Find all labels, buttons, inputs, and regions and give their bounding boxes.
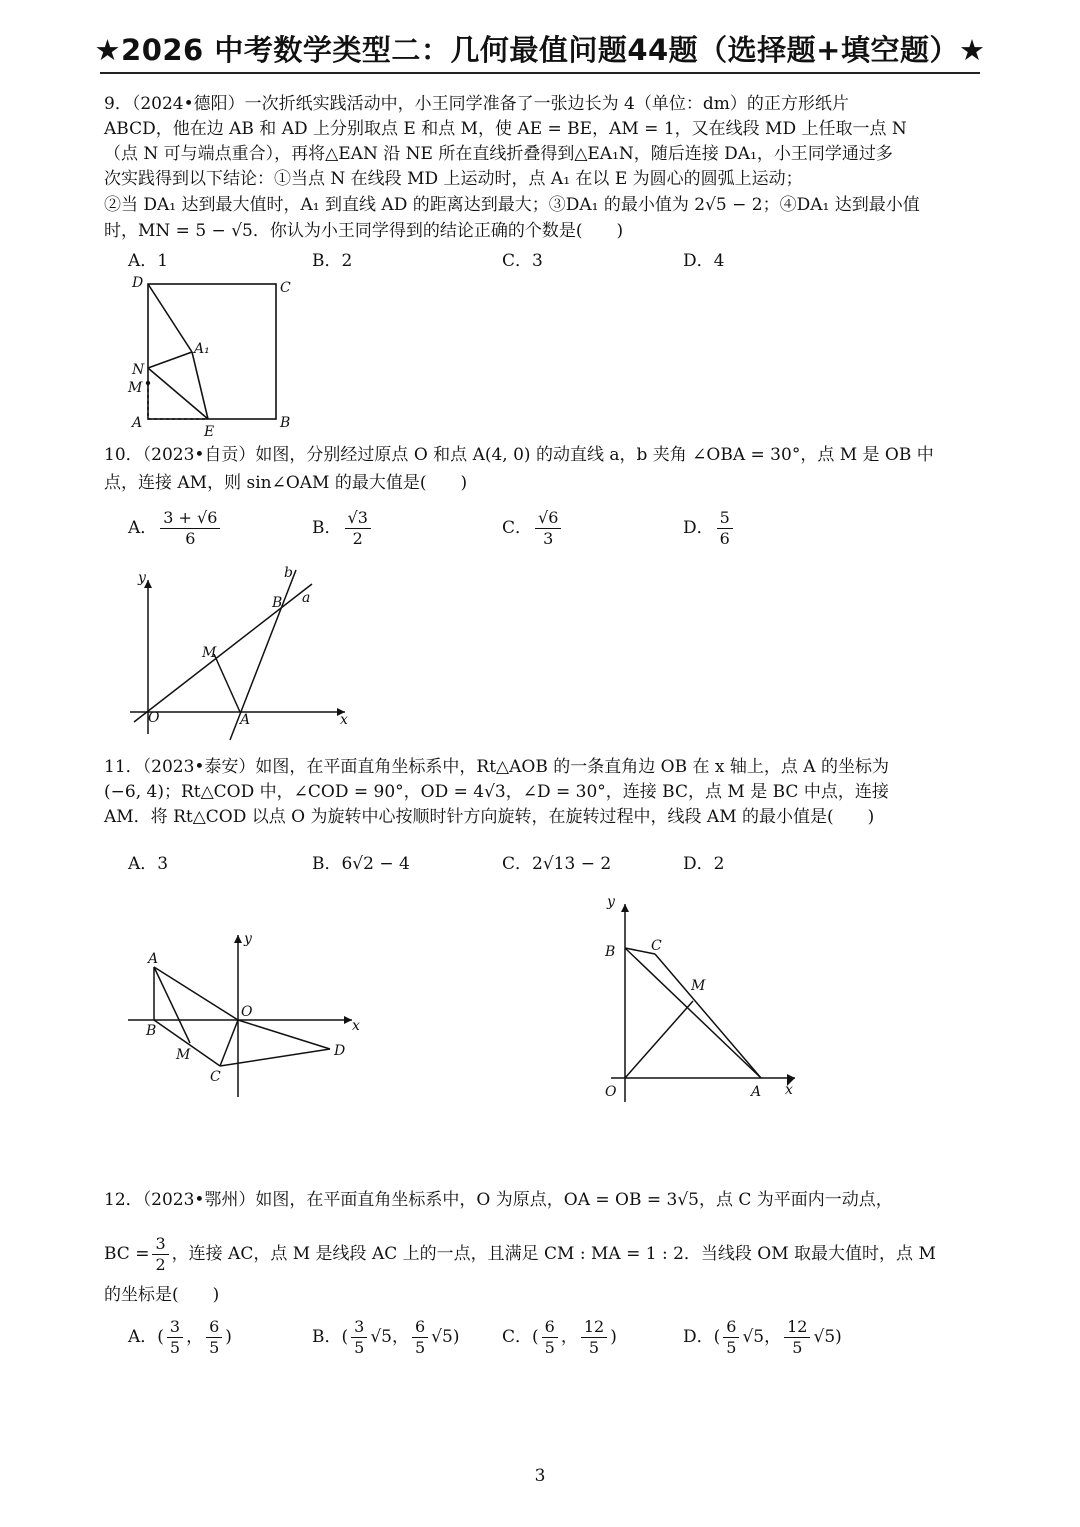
q12-d-d2: 5 <box>792 1338 803 1357</box>
q10-label-x: x <box>340 712 348 728</box>
q11f2-label-a: A <box>751 1084 762 1100</box>
q12-option-a[interactable] <box>128 1317 232 1358</box>
q12-option-d[interactable] <box>683 1317 842 1358</box>
q12-b-open: ( <box>341 1327 349 1347</box>
q12-b-s2: √5 <box>431 1327 453 1347</box>
q10-option-c-num: √6 <box>535 508 561 529</box>
q11f2-label-c: C <box>651 938 662 954</box>
header-divider <box>100 72 980 74</box>
q11f2-label-y: y <box>607 894 615 910</box>
q10-label-o: O <box>148 710 160 726</box>
q12-a-n2: 6 <box>206 1317 222 1338</box>
q11-option-d[interactable]: D．2 <box>683 854 725 874</box>
q12-b-frac1 <box>351 1317 367 1358</box>
q10-option-d[interactable] <box>683 508 736 549</box>
q12-c-close: ) <box>610 1327 617 1347</box>
q11f1-label-c: C <box>210 1069 221 1085</box>
q9-line-3: （点 N 可与端点重合），再将△EAN 沿 NE 所在直线折叠得到△EA₁N，随后连接 DA₁，小王同学通过多 <box>104 144 893 164</box>
q12-d-sep: ， <box>764 1327 782 1347</box>
q11f1-label-d: D <box>334 1043 346 1059</box>
q11f2-label-b: B <box>605 944 616 960</box>
q12-bc-num: 3 <box>152 1234 168 1255</box>
q10-option-c-fraction <box>535 508 561 549</box>
q11f2-label-o: O <box>605 1084 617 1100</box>
q10-label-b-line: b <box>284 565 293 581</box>
q12-bc-fraction <box>152 1234 168 1275</box>
q11-line-1: 11．（2023•泰安）如图，在平面直角坐标系中，Rt△AOB 的一条直角边 OB 在 x 轴上，点 A 的坐标为 <box>104 757 889 777</box>
q12-d-d1: 5 <box>726 1338 737 1357</box>
q12-d-close: ) <box>835 1327 842 1347</box>
q10-line-2: 点，连接 AM，则 sin∠OAM 的最大值是( ) <box>104 473 468 493</box>
q12-c-n2: 12 <box>581 1317 607 1338</box>
q12-b-n2: 6 <box>412 1317 428 1338</box>
q11f1-label-x: x <box>352 1018 360 1034</box>
q12-d-label: D． <box>683 1327 714 1347</box>
q12-c-open: ( <box>532 1327 539 1347</box>
q11-figure-2 <box>595 890 815 1110</box>
q11f1-label-b: B <box>146 1023 157 1039</box>
q11-figure-1 <box>120 925 370 1105</box>
q10-option-c[interactable] <box>502 508 564 549</box>
q12-line-2 <box>104 1232 936 1276</box>
q9-label-m: M <box>128 380 143 396</box>
q11f1-label-a: A <box>148 951 159 967</box>
q10-option-b[interactable] <box>312 508 374 549</box>
q12-a-label: A． <box>128 1327 158 1347</box>
q12-a-frac2 <box>206 1317 222 1358</box>
q10-label-a-line: a <box>302 590 311 606</box>
q9-label-a: A <box>132 415 143 431</box>
q10-option-b-num: √3 <box>345 508 371 529</box>
page-number: 3 <box>534 1466 546 1486</box>
q9-label-c: C <box>280 280 291 296</box>
q11-option-c[interactable]: C．2√13 − 2 <box>502 854 612 874</box>
q9-label-b: B <box>280 415 291 431</box>
q11-line-2: (−6, 4)；Rt△COD 中，∠COD = 90°，OD = 4√3，∠D = 30°，连接 BC，点 M 是 BC 中点，连接 <box>104 782 889 802</box>
q9-option-b[interactable]: B．2 <box>312 251 353 271</box>
q10-label-b: B <box>272 595 283 611</box>
q10-label-y: y <box>138 570 146 586</box>
q12-bc-prefix: BC = <box>104 1244 150 1264</box>
q12-line-2-rest: ，连接 AC，点 M 是线段 AC 上的一点，且满足 CM : MA = 1 : 2．当线段 OM 取最大值时，点 M <box>171 1244 936 1264</box>
q12-c-frac2 <box>581 1317 607 1358</box>
q11-option-b[interactable]: B．6√2 − 4 <box>312 854 410 874</box>
q9-line-6: 时，MN = 5 − √5．你认为小王同学得到的结论正确的个数是( ) <box>104 221 624 241</box>
q10-line-1: 10．（2023•自贡）如图，分别经过原点 O 和点 A(4, 0) 的动直线 a，b 夹角 ∠OBA = 30°，点 M 是 OB 中 <box>104 445 934 465</box>
q9-figure <box>120 270 310 440</box>
q12-c-n1: 6 <box>542 1317 558 1338</box>
q12-d-open: ( <box>713 1327 721 1347</box>
q12-d-frac2 <box>784 1317 810 1358</box>
q12-a-n1: 3 <box>167 1317 183 1338</box>
q10-option-d-num: 5 <box>717 508 733 529</box>
q12-d-n2: 12 <box>784 1317 810 1338</box>
q12-d-s2: √5 <box>813 1327 836 1347</box>
q10-option-a-label: A． <box>128 518 158 538</box>
q9-option-c[interactable]: C．3 <box>502 251 543 271</box>
q11f2-label-x: x <box>785 1082 793 1098</box>
q11f1-label-y: y <box>244 931 252 947</box>
q10-option-a-fraction <box>160 508 220 549</box>
q12-a-d2: 5 <box>209 1338 220 1357</box>
q12-bc-den: 2 <box>155 1255 166 1274</box>
q12-b-close: ) <box>452 1327 460 1347</box>
q12-b-label: B． <box>312 1327 342 1347</box>
q12-a-close: ) <box>225 1327 232 1347</box>
q10-option-b-label: B． <box>312 518 342 538</box>
q12-d-n1: 6 <box>723 1317 739 1338</box>
q11f2-label-m: M <box>691 978 706 994</box>
q11-line-3: AM．将 Rt△COD 以点 O 为旋转中心按顺时针方向旋转，在旋转过程中，线段 AM 的最小值是( ) <box>104 807 875 827</box>
page-header-title: ★2026 中考数学类型二：几何最值问题44题（选择题+填空题）★ <box>94 33 986 67</box>
q12-c-d1: 5 <box>544 1338 555 1357</box>
q12-a-sep: ， <box>186 1327 204 1347</box>
q10-label-a: A <box>240 712 251 728</box>
q10-option-d-den: 6 <box>719 529 730 548</box>
q10-option-c-den: 3 <box>543 529 554 548</box>
q9-line-2: ABCD，他在边 AB 和 AD 上分别取点 E 和点 M，使 AE = BE，AM = 1，又在线段 MD 上任取一点 N <box>104 119 907 139</box>
q12-c-label: C． <box>502 1327 533 1347</box>
q9-line-1: 9．（2024•德阳）一次折纸实践活动中，小王同学准备了一张边长为 4（单位：dm）的正方形纸片 <box>104 94 849 114</box>
q9-option-d[interactable]: D．4 <box>683 251 725 271</box>
q9-label-e: E <box>204 424 215 440</box>
q9-label-d: D <box>132 275 144 291</box>
q9-line-5: ②当 DA₁ 达到最大值时，A₁ 到直线 AD 的距离达到最大；③DA₁ 的最小值为 2√5 − 2；④DA₁ 达到最小值 <box>104 195 920 215</box>
q12-a-d1: 5 <box>169 1338 181 1357</box>
q10-option-d-fraction <box>717 508 733 549</box>
q10-label-m: M <box>202 645 217 661</box>
q12-b-sep: ， <box>391 1327 409 1347</box>
q9-label-a1: A₁ <box>194 341 210 357</box>
q11f1-label-o: O <box>241 1004 253 1020</box>
q12-a-open: ( <box>157 1327 164 1347</box>
q12-b-d2: 5 <box>414 1338 426 1357</box>
q10-option-d-label: D． <box>683 518 714 538</box>
q12-c-frac1 <box>542 1317 558 1358</box>
q12-option-b[interactable] <box>312 1317 459 1358</box>
q10-option-a-num: 3 + √6 <box>160 508 220 529</box>
q12-line-3: 的坐标是( ) <box>104 1285 220 1305</box>
q12-b-s1: √5 <box>370 1327 392 1347</box>
q12-c-sep: ， <box>560 1327 578 1347</box>
q12-a-frac1 <box>167 1317 183 1358</box>
q10-option-c-label: C． <box>502 518 533 538</box>
q10-option-a[interactable] <box>128 508 223 549</box>
q12-b-frac2 <box>412 1317 428 1358</box>
q10-figure <box>120 562 360 742</box>
q12-d-frac1 <box>723 1317 739 1358</box>
q12-b-n1: 3 <box>351 1317 367 1338</box>
q12-c-d2: 5 <box>588 1338 600 1357</box>
q9-line-4: 次实践得到以下结论：①当点 N 在线段 MD 上运动时，点 A₁ 在以 E 为圆心的圆弧上运动； <box>104 169 803 189</box>
q10-option-b-den: 2 <box>352 529 363 548</box>
q9-label-n: N <box>132 362 145 378</box>
q11-option-a[interactable]: A．3 <box>128 854 169 874</box>
q10-option-a-den: 6 <box>185 529 196 548</box>
q12-line-1: 12．（2023•鄂州）如图，在平面直角坐标系中，O 为原点，OA = OB = 3√5，点 C 为平面内一动点， <box>104 1190 893 1210</box>
q11f1-label-m: M <box>176 1047 191 1063</box>
q9-option-a[interactable]: A．1 <box>128 251 169 271</box>
q12-d-s1: √5 <box>742 1327 765 1347</box>
q10-option-b-fraction <box>345 508 371 549</box>
q12-option-c[interactable] <box>502 1317 617 1358</box>
q12-b-d1: 5 <box>354 1338 365 1357</box>
